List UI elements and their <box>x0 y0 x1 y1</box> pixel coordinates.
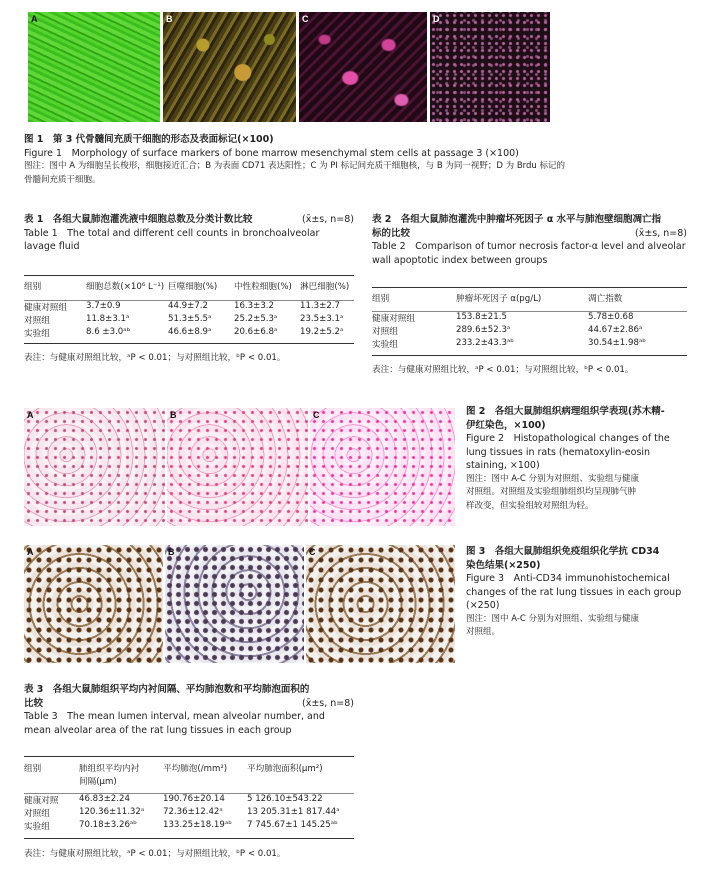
title-cn: 表 1 各组大鼠肺泡灌洗液中细胞总数及分类计数比较 <box>24 214 253 225</box>
cell: 实验组 <box>372 339 398 350</box>
cell: 16.3±3.2 <box>234 301 275 311</box>
cell: 3.7±0.9 <box>86 301 121 311</box>
caption-en: staining, ×100) <box>466 460 540 471</box>
table2-note: 表注：与健康对照组比较，ᵃP < 0.01；与对照组比较，ᵇP < 0.01。 <box>372 365 634 375</box>
stat-label: (x̄±s, n=8) <box>634 227 687 239</box>
table-row <box>24 807 354 820</box>
panel-label: B <box>168 547 175 557</box>
table-header-row <box>24 280 354 294</box>
figure1-panel-b <box>163 12 296 122</box>
cell: 72.36±12.42ᵃ <box>163 806 223 817</box>
cell: 8.6 ±3.0ᵃᵇ <box>86 326 131 337</box>
figure2-caption <box>466 405 706 513</box>
panel-label: C <box>309 547 316 557</box>
title-cn: 标的比较 <box>372 227 411 239</box>
table-row <box>372 312 687 325</box>
header-cell: 淋巴细胞(%) <box>300 282 350 292</box>
table3-bottom-rule <box>24 838 354 839</box>
caption-note: 骨髓间充质干细胞。 <box>24 174 101 185</box>
cell: 实验组 <box>24 328 50 339</box>
figure3-panel-b <box>165 545 304 663</box>
cell: 44.67±2.86ᵃ <box>588 324 643 335</box>
table2-top-rule <box>372 287 687 288</box>
caption-cn: 图 1 第 3 代骨髓间充质干细胞的形态及表面标记(×100) <box>24 134 274 145</box>
cell: 44.9±7.2 <box>168 301 209 311</box>
cell: 对照组 <box>24 808 50 819</box>
cell: 233.2±43.3ᵃᵇ <box>456 337 514 348</box>
caption-en: Figure 2 Histopathological changes of the <box>466 433 670 444</box>
title-en: Table 1 The total and different cell counts in bronchoalveolar <box>24 227 320 239</box>
header-cell: 平均肺泡面积(μm²) <box>247 764 323 774</box>
header-cell: 组别 <box>24 282 42 292</box>
cell: 30.54±1.98ᵃᵇ <box>588 337 646 348</box>
cell: 46.6±8.9ᵃ <box>168 326 212 337</box>
cell: 289.6±52.3ᵃ <box>456 324 511 335</box>
figure2-panel-a <box>24 408 165 526</box>
caption-cn: 图 2 各组大鼠肺组织病理组织学表现(苏木精- <box>466 406 665 417</box>
figure2-panel-c <box>310 408 455 526</box>
header-cell: 组别 <box>24 764 42 774</box>
panel-label: A <box>27 410 34 420</box>
caption-note: 样改变，但实验组较对照组为轻。 <box>466 500 594 511</box>
title-cn: 表 3 各组大鼠肺组织平均内衬间隔、平均肺泡数和平均肺泡面积的 <box>24 684 310 695</box>
cell: 11.8±3.1ᵃ <box>86 313 130 324</box>
panel-label: C <box>302 14 309 24</box>
table2-title <box>372 213 687 267</box>
panel-label: C <box>313 410 320 420</box>
table-header-row <box>372 292 687 306</box>
table2 <box>372 292 687 351</box>
caption-en: lung tissues in rats (hematoxylin-eosin <box>466 446 651 458</box>
caption-note: 对照组。 <box>466 627 501 637</box>
panel-label: D <box>433 14 440 24</box>
cell: 23.5±3.1ᵃ <box>300 313 344 324</box>
figure3-caption <box>466 545 706 640</box>
figure1-panel-d <box>430 12 550 122</box>
header-cell: 组别 <box>372 294 390 304</box>
cell: 46.83±2.24 <box>79 794 130 804</box>
figure1-panel-c <box>299 12 427 122</box>
figure2-panel-b <box>167 408 308 526</box>
cell: 190.76±20.14 <box>163 794 225 804</box>
table-header-row <box>24 762 354 775</box>
table1-bottom-rule <box>24 343 354 344</box>
caption-en: Figure 3 Anti-CD34 immunohistochemical <box>466 573 670 584</box>
caption-cn: 染色结果(×250) <box>466 559 541 571</box>
table-row <box>24 794 354 807</box>
table-row <box>24 820 354 833</box>
caption-note: 图注：图中 A-C 分别为对照组、实验组与健康 <box>466 473 640 484</box>
table1 <box>24 280 354 340</box>
cell: 实验组 <box>24 821 50 832</box>
cell: 19.2±5.2ᵃ <box>300 326 344 337</box>
header-cell: 凋亡指数 <box>588 294 623 304</box>
table1-note: 表注：与健康对照组比较，ᵃP < 0.01；与对照组比较，ᵇP < 0.01。 <box>24 353 286 363</box>
stat-label: (x̄±s, n=8) <box>301 697 354 709</box>
caption-en: changes of the rat lung tissues in each group <box>466 586 682 598</box>
cell: 25.2±5.3ᵃ <box>234 313 278 324</box>
cell: 153.8±21.5 <box>456 312 507 322</box>
cell: 70.18±3.26ᵃᵇ <box>79 819 137 830</box>
cell: 13 205.31±1 817.44ᵃ <box>247 806 340 817</box>
panel-label: A <box>27 547 34 557</box>
title-cn: 比较 <box>24 697 44 709</box>
cell: 健康对照组 <box>372 314 415 324</box>
table3-title <box>24 683 354 737</box>
figure3-panel-a <box>24 545 163 663</box>
table1-title <box>24 213 354 254</box>
caption-note: 图注：图中 A-C 分别为对照组、实验组与健康 <box>466 613 640 624</box>
title-en: mean alveolar area of the rat lung tissues in each group <box>24 724 292 736</box>
header-cell: 巨噬细胞(%) <box>168 282 218 292</box>
table-row <box>372 325 687 338</box>
table-row <box>24 301 354 314</box>
cell: 120.36±11.32ᵃ <box>79 806 145 817</box>
header-cell: 细胞总数(×10⁶ L⁻¹) <box>86 282 165 292</box>
cell: 对照组 <box>372 326 398 337</box>
table1-top-rule <box>24 275 354 276</box>
caption-cn: 伊红染色，×100) <box>466 419 546 431</box>
caption-note: 图注：图中 A 为细胞呈长梭形，细胞接近汇合；B 为表面 CD71 表达阳性；C 为 PI 标记间充质干细胞核，与 B 为同一视野；D 为 Brdu 标记的 <box>24 161 565 171</box>
table3-top-rule <box>24 756 354 757</box>
cell: 51.3±5.5ᵃ <box>168 313 212 324</box>
panel-label: B <box>166 14 173 24</box>
caption-note: 对照组。对照组及实验组肺组织均呈现肺气肿 <box>466 487 637 497</box>
cell: 133.25±18.19ᵃᵇ <box>163 819 232 830</box>
header-cell: 中性粒细胞(%) <box>234 282 292 292</box>
panel-label: A <box>31 14 38 24</box>
caption-en: (×250) <box>466 600 500 611</box>
cell: 7 745.67±1 145.25ᵃᵇ <box>247 819 338 830</box>
cell: 对照组 <box>24 315 50 326</box>
title-en: wall apoptotic index between groups <box>372 254 548 266</box>
title-en: lavage fluid <box>24 241 80 252</box>
header-cell: 平均肺泡(/mm²) <box>163 764 228 774</box>
stat-label: (x̄±s, n=8) <box>301 214 354 225</box>
caption-cn: 图 3 各组大鼠肺组织免疫组织化学抗 CD34 <box>466 546 660 557</box>
caption-en: Figure 1 Morphology of surface markers of bone marrow mesenchymal stem cells at passage 3 (×100) <box>24 147 519 159</box>
table3-note: 表注：与健康对照组比较，ᵃP < 0.01；与对照组比较，ᵇP < 0.01。 <box>24 849 286 859</box>
cell: 5.78±0.68 <box>588 312 634 322</box>
header-cell: 肺组织平均内衬 <box>79 764 140 774</box>
header-cell: 间隔(μm) <box>79 777 117 787</box>
figure1-panel-a <box>28 12 160 122</box>
figure1-caption <box>24 133 714 187</box>
cell: 健康对照组 <box>24 303 67 313</box>
cell: 11.3±2.7 <box>300 301 341 311</box>
figure3-panel-c <box>306 545 455 663</box>
cell: 5 126.10±543.22 <box>247 794 323 804</box>
table-row <box>24 314 354 327</box>
table-row <box>24 327 354 340</box>
header-cell: 肿瘤坏死因子 α(pg/L) <box>456 294 542 304</box>
cell: 20.6±6.8ᵃ <box>234 326 278 337</box>
table-row <box>372 338 687 351</box>
cell: 健康对照 <box>24 796 59 806</box>
title-en: Table 2 Comparison of tumor necrosis factor-α level and alveolar <box>372 241 686 252</box>
table3 <box>24 762 354 833</box>
table2-bottom-rule <box>372 355 687 356</box>
title-en: Table 3 The mean lumen interval, mean alveolar number, and <box>24 711 325 722</box>
title-cn: 表 2 各组大鼠肺泡灌洗中肿瘤坏死因子 α 水平与肺泡壁细胞凋亡指 <box>372 214 662 225</box>
panel-label: B <box>170 410 177 420</box>
